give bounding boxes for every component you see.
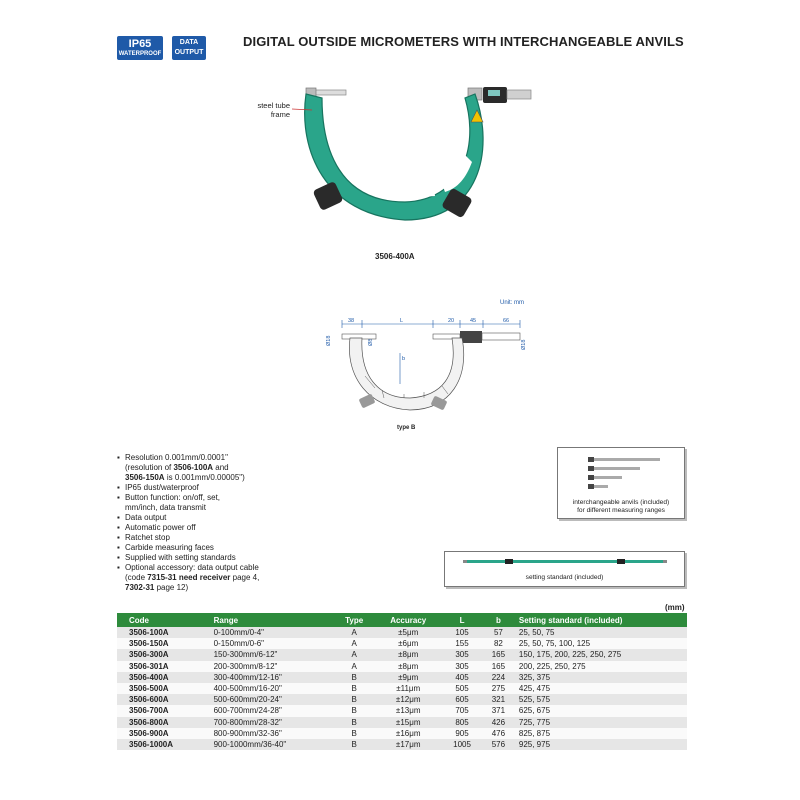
cell-l: 405: [442, 672, 482, 683]
cell-type: B: [334, 705, 374, 716]
cell-range: 200-300mm/8-12": [210, 661, 334, 672]
cell-type: B: [334, 739, 374, 750]
model-label: 3506-400A: [375, 252, 415, 261]
cell-type: B: [334, 694, 374, 705]
diagram-unit-label: Unit: mm: [500, 300, 524, 306]
feature-text: Resolution 0.001mm/0.0001": [125, 453, 228, 462]
col-code: Code: [117, 613, 210, 627]
table-row: [117, 649, 687, 660]
cell-range: 900-1000mm/36-40": [210, 739, 334, 750]
cell-code: 3506-900A: [117, 728, 210, 739]
table-row: [117, 683, 687, 694]
cell-setting-standard: 725, 775: [515, 717, 687, 728]
setting-standard-box: [444, 551, 685, 587]
table-row: [117, 661, 687, 672]
cell-range: 600-700mm/24-28": [210, 705, 334, 716]
cell-l: 305: [442, 661, 482, 672]
cell-setting-standard: 825, 875: [515, 728, 687, 739]
feature-ip65: ▪ IP65 dust/waterproof: [117, 483, 437, 493]
anvils-caption: [558, 499, 684, 515]
dim-phi18-left: Ø18: [326, 335, 332, 346]
dim-phi18-right: Ø18: [521, 339, 527, 350]
page-title: DIGITAL OUTSIDE MICROMETERS WITH INTERCHANGEABLE ANVILS: [243, 34, 684, 49]
col-l: L: [442, 613, 482, 627]
table-row: [117, 672, 687, 683]
cell-l: 1005: [442, 739, 482, 750]
cell-setting-standard: 25, 50, 75, 100, 125: [515, 638, 687, 649]
anvils-caption-line2: for different measuring ranges: [577, 507, 665, 514]
feature-text: and: [213, 463, 229, 472]
cell-type: A: [334, 627, 374, 638]
feature-text: page 4,: [230, 573, 260, 582]
table-row: [117, 717, 687, 728]
dimension-diagram: [320, 298, 535, 426]
callout-line2: frame: [270, 110, 290, 119]
dim-20: 20: [448, 318, 455, 324]
dim-phi8: Ø8: [368, 338, 374, 346]
feature-text: page 12): [154, 583, 189, 592]
setting-standard-caption: setting standard (included): [525, 574, 604, 581]
col-type: Type: [334, 613, 374, 627]
cell-setting-standard: 150, 175, 200, 225, 250, 275: [515, 649, 687, 660]
cell-b: 371: [482, 705, 515, 716]
cell-accuracy: ±6μm: [374, 638, 442, 649]
cell-b: 224: [482, 672, 515, 683]
feature-text: (code: [125, 573, 148, 582]
cell-l: 505: [442, 683, 482, 694]
cell-code: 3506-1000A: [117, 739, 210, 750]
cell-range: 300-400mm/12-16": [210, 672, 334, 683]
col-b: b: [482, 613, 515, 627]
feature-ratchet-stop: ▪ Ratchet stop: [117, 533, 437, 543]
ip65-waterproof-badge: [117, 36, 163, 60]
cell-code: 3506-400A: [117, 672, 210, 683]
table-row: [117, 705, 687, 716]
cell-accuracy: ±12μm: [374, 694, 442, 705]
data-output-badge: [172, 36, 206, 60]
cell-type: A: [334, 661, 374, 672]
feature-code: 3506-100A: [173, 463, 214, 472]
table-row: [117, 739, 687, 750]
feature-data-output: ▪ Data output: [117, 513, 437, 523]
cell-accuracy: ±15μm: [374, 717, 442, 728]
table-row: [117, 728, 687, 739]
cell-code: 3506-301A: [117, 661, 210, 672]
cell-range: 500-600mm/20-24": [210, 694, 334, 705]
cell-type: B: [334, 672, 374, 683]
cell-b: 82: [482, 638, 515, 649]
cell-code: 3506-800A: [117, 717, 210, 728]
cell-type: A: [334, 649, 374, 660]
cell-accuracy: ±9μm: [374, 672, 442, 683]
dim-l: L: [400, 318, 404, 324]
cell-accuracy: ±13μm: [374, 705, 442, 716]
cell-accuracy: ±8μm: [374, 661, 442, 672]
feature-text: (resolution of: [125, 463, 174, 472]
feature-text: Optional accessory: data output cable: [125, 563, 259, 572]
table-row: [117, 638, 687, 649]
cell-setting-standard: 25, 50, 75: [515, 627, 687, 638]
feature-carbide-faces: ▪ Carbide measuring faces: [117, 543, 437, 553]
ip65-badge-line1: IP65: [128, 38, 152, 50]
feature-list: [117, 453, 437, 593]
diagram-caption: type B: [397, 425, 416, 431]
ip65-badge-line2: WATERPROOF: [118, 51, 162, 57]
cell-range: 150-300mm/6-12": [210, 649, 334, 660]
table-row: [117, 627, 687, 638]
table-body: [117, 627, 687, 750]
cell-type: B: [334, 683, 374, 694]
cell-range: 0-100mm/0-4": [210, 627, 334, 638]
cell-code: 3506-100A: [117, 627, 210, 638]
anvils-image-box: [557, 447, 685, 519]
dim-b: b: [402, 356, 406, 362]
cell-l: 805: [442, 717, 482, 728]
setting-standard-illustration: [445, 552, 684, 572]
cell-setting-standard: 200, 225, 250, 275: [515, 661, 687, 672]
table-row: [117, 694, 687, 705]
cell-range: 800-900mm/32-36": [210, 728, 334, 739]
cell-code: 3506-500A: [117, 683, 210, 694]
data-badge-line1: DATA: [179, 39, 199, 46]
cell-accuracy: ±17μm: [374, 739, 442, 750]
cell-b: 321: [482, 694, 515, 705]
col-range: Range: [210, 613, 334, 627]
cell-b: 576: [482, 739, 515, 750]
cell-b: 426: [482, 717, 515, 728]
cell-setting-standard: 325, 375: [515, 672, 687, 683]
cell-b: 165: [482, 649, 515, 660]
feature-setting-standards: ▪ Supplied with setting standards: [117, 553, 437, 563]
cell-accuracy: ±8μm: [374, 649, 442, 660]
table-unit: (mm): [665, 603, 685, 612]
cell-l: 105: [442, 627, 482, 638]
table-header-row: [117, 613, 687, 627]
cell-accuracy: ±5μm: [374, 627, 442, 638]
cell-type: B: [334, 717, 374, 728]
dim-45: 45: [470, 318, 477, 324]
col-setting-standard: Setting standard (included): [515, 613, 687, 627]
cell-range: 700-800mm/28-32": [210, 717, 334, 728]
cell-code: 3506-700A: [117, 705, 210, 716]
anvils-caption-line1: interchangeable anvils (included): [572, 499, 670, 506]
dim-66: 66: [503, 318, 510, 324]
cell-l: 705: [442, 705, 482, 716]
data-badge-line2: OUTPUT: [174, 49, 204, 56]
cell-code: 3506-600A: [117, 694, 210, 705]
feature-resolution: [117, 453, 437, 483]
steel-tube-frame-callout: [238, 101, 290, 119]
feature-code: 7302-31: [125, 583, 155, 592]
cell-type: A: [334, 638, 374, 649]
cell-setting-standard: 525, 575: [515, 694, 687, 705]
feature-optional-accessory: [117, 563, 437, 593]
cell-l: 605: [442, 694, 482, 705]
feature-text: is 0.001mm/0.00005"): [164, 473, 245, 482]
cell-accuracy: ±11μm: [374, 683, 442, 694]
cell-l: 305: [442, 649, 482, 660]
cell-code: 3506-150A: [117, 638, 210, 649]
feature-text: mm/inch, data transmit: [125, 503, 206, 512]
cell-accuracy: ±16μm: [374, 728, 442, 739]
cell-b: 275: [482, 683, 515, 694]
cell-b: 165: [482, 661, 515, 672]
cell-l: 155: [442, 638, 482, 649]
cell-code: 3506-300A: [117, 649, 210, 660]
cell-setting-standard: 425, 475: [515, 683, 687, 694]
cell-b: 476: [482, 728, 515, 739]
cell-setting-standard: 625, 675: [515, 705, 687, 716]
col-accuracy: Accuracy: [374, 613, 442, 627]
feature-text: Button function: on/off, set,: [125, 493, 221, 502]
feature-code: 3506-150A: [125, 473, 165, 482]
cell-b: 57: [482, 627, 515, 638]
callout-line1: steel tube: [257, 101, 290, 110]
cell-setting-standard: 925, 975: [515, 739, 687, 750]
cell-range: 400-500mm/16-20": [210, 683, 334, 694]
cell-range: 0-150mm/0-6": [210, 638, 334, 649]
dim-38: 38: [348, 318, 355, 324]
feature-auto-power-off: ▪ Automatic power off: [117, 523, 437, 533]
feature-buttons: [117, 493, 437, 513]
cell-type: B: [334, 728, 374, 739]
feature-code: 7315-31 need receiver: [147, 573, 231, 582]
cell-l: 905: [442, 728, 482, 739]
spec-table: [117, 613, 687, 750]
anvils-illustration: [558, 448, 684, 496]
